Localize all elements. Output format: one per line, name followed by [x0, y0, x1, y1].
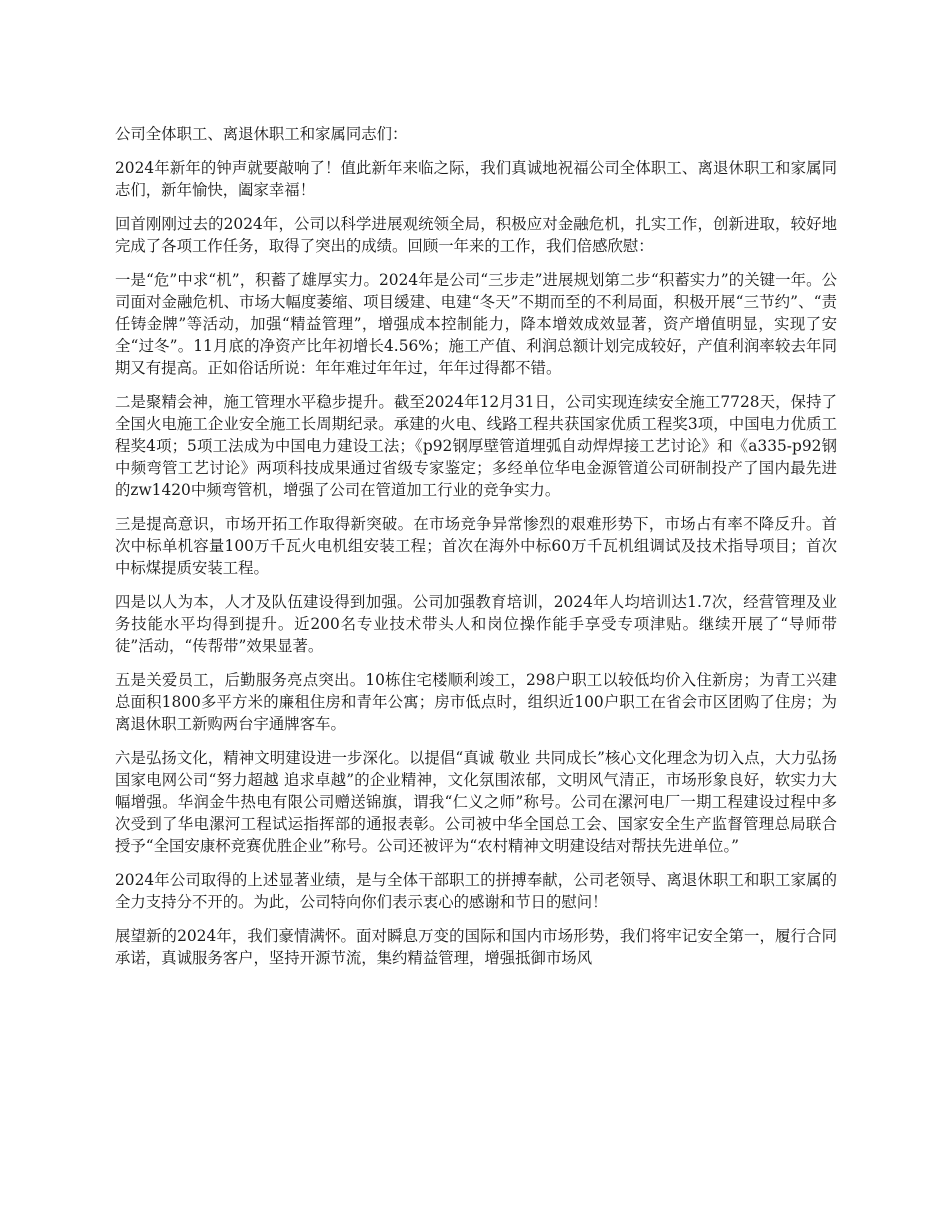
achievement-paragraph-5: 五是关爱员工，后勤服务亮点突出。10栋住宅楼顺利竣工，298户职工以较低均价入住新房；为青工兴建总面积1800多平方米的廉租住房和青年公寓；房市低点时，组织近100户职工在省会市区团购了住房；为离退休职工新购两台宇通牌客车。 [115, 671, 837, 733]
achievement-paragraph-1: 一是“危”中求“机”，积蓄了雄厚实力。2024年是公司“三步走”进展规划第二步“积蓄实力”的关键一年。公司面对金融危机、市场大幅度萎缩、项目缓建、电建“冬天”不期而至的不利局面，积极开展“三节约”、“责任铸金牌”等活动，加强“精益管理”，增强成本控制能力，降本增效成效显著，资产增值明显，实现了安全“过冬”。11月底的净资产比年初增长4.56%；施工产值、利润总额计划完成较好，产值利润率较去年同期又有提高。正如俗话所说：年年难过年年过，年年过得都不错。 [115, 271, 837, 377]
document-body [115, 123, 837, 981]
salutation: 公司全体职工、离退休职工和家属同志们： [115, 125, 408, 143]
achievement-paragraph-6: 六是弘扬文化，精神文明建设进一步深化。以提倡“真诚 敬业 共同成长”核心文化理念为切入点，大力弘扬国家电网公司“努力超越 追求卓越”的企业精神，文化氛围浓郁，文明风气清正，市场形象良好，软实力大幅增强。华润金牛热电有限公司赠送锦旗，谓我“仁义之师”称号。公司在漯河电厂一期工程建设过程中多次受到了华电漯河工程试运指挥部的通报表彰。公司被中华全国总工会、国家安全生产监督管理总局联合授予“全国安康杯竞赛优胜企业”称号。公司还被评为“农村精神文明建设结对帮扶先进单位。” [115, 749, 837, 855]
thanks-paragraph: 2024年公司取得的上述显著业绩，是与全体干部职工的拼搏奉献，公司老领导、离退休职工和职工家属的全力支持分不开的。为此，公司特向你们表示衷心的感谢和节日的慰问！ [115, 871, 837, 911]
achievement-paragraph-4: 四是以人为本，人才及队伍建设得到加强。公司加强教育培训，2024年人均培训达1.7次，经营管理及业务技能水平均得到提升。近200名专业技术带头人和岗位操作能手享受专项津贴。继续开展了“导师带徒”活动，“传帮带”效果显著。 [115, 593, 837, 655]
achievement-paragraph-3: 三是提高意识，市场开拓工作取得新突破。在市场竞争异常惨烈的艰难形势下，市场占有率不降反升。首次中标单机容量100万千瓦火电机组安装工程；首次在海外中标60万千瓦机组调试及技术指导项目；首次中标煤提质安装工程。 [115, 515, 837, 577]
new-year-greeting-paragraph: 2024年新年的钟声就要敲响了！值此新年来临之际，我们真诚地祝福公司全体职工、离退休职工和家属同志们，新年愉快，阖家幸福！ [115, 159, 837, 199]
achievement-paragraph-2: 二是聚精会神，施工管理水平稳步提升。截至2024年12月31日，公司实现连续安全施工7728天，保持了全国火电施工企业安全施工长周期纪录。承建的火电、线路工程共获国家优质工程奖3项，中国电力优质工程奖4项；5项工法成为中国电力建设工法；《p92钢厚壁管道埋弧自动焊焊接工艺讨论》和《a335-p92钢中频弯管工艺讨论》两项科技成果通过省级专家鉴定；多经单位华电金源管道公司研制投产了国内最先进的zw1420中频弯管机，增强了公司在管道加工行业的竞争实力。 [115, 393, 837, 499]
review-intro-paragraph: 回首刚刚过去的2024年，公司以科学进展观统领全局，积极应对金融危机，扎实工作，创新进取，较好地完成了各项工作任务，取得了突出的成绩。回顾一年来的工作，我们倍感欣慰： [115, 215, 837, 255]
outlook-paragraph: 展望新的2024年，我们豪情满怀。面对瞬息万变的国际和国内市场形势，我们将牢记安全第一，履行合同承诺，真诚服务客户，坚持开源节流，集约精益管理，增强抵御市场风 [115, 927, 837, 967]
